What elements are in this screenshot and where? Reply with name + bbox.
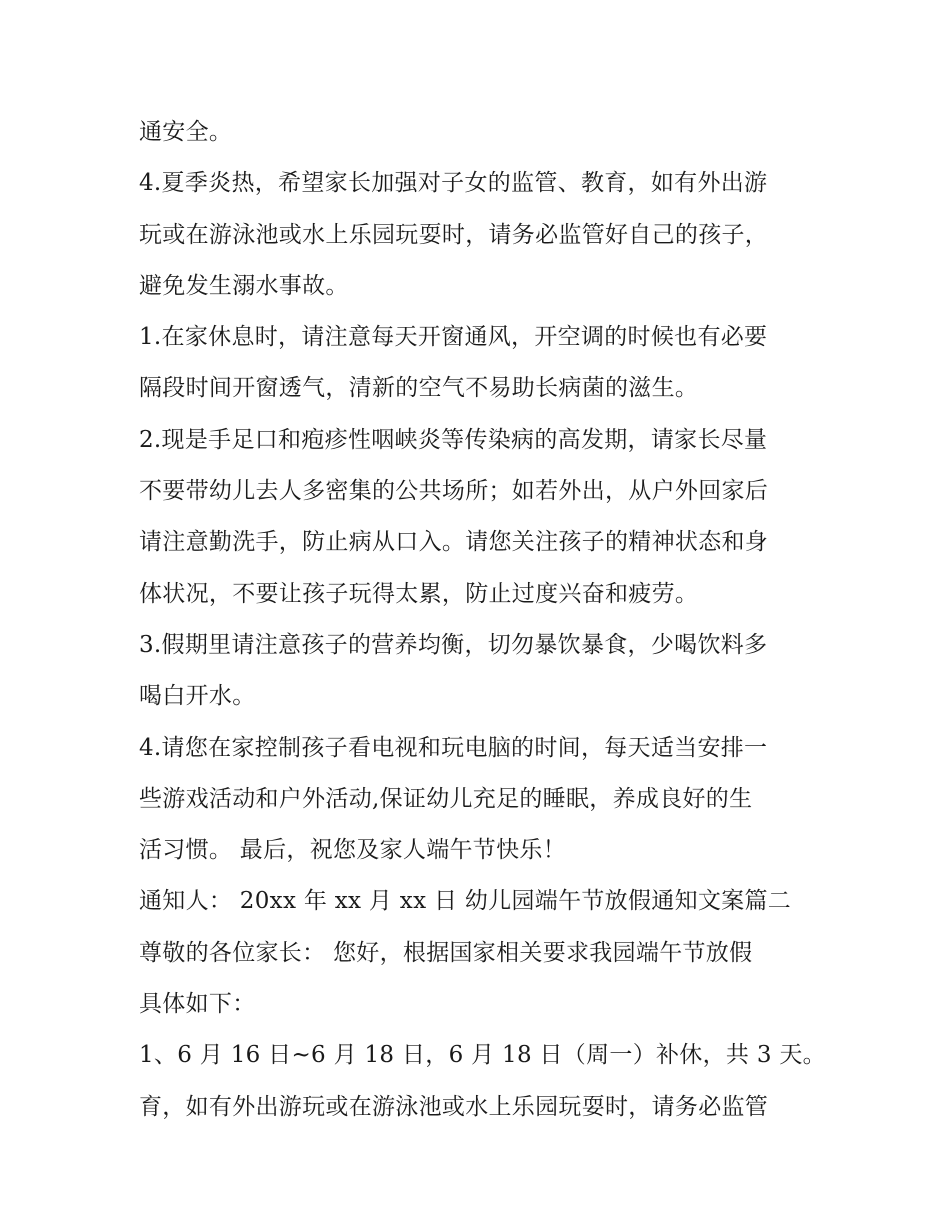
text-line: 不要带幼儿去人多密集的公共场所；如若外出，从户外回家后 [139, 478, 769, 505]
text-line: 玩或在游泳池或水上乐园玩耍时，请务必监管好自己的孩子， [139, 221, 769, 248]
text-line: 尊敬的各位家长： 您好，根据国家相关要求我园端午节放假 [139, 939, 753, 966]
text-line: 3.假期里请注意孩子的营养均衡，切勿暴饮暴食，少喝饮料多 [139, 631, 768, 658]
text-line: 避免发生溺水事故。 [139, 272, 349, 299]
text-line: 具体如下： [139, 991, 256, 1018]
text-line: 体状况，不要让孩子玩得太累，防止过度兴奋和疲劳。 [139, 580, 699, 607]
text-line: 1、6 月 16 日~6 月 18 日，6 月 18 日（周一）补休，共 3 天。 [139, 1042, 826, 1069]
text-line: 隔段时间开窗透气，清新的空气不易助长病菌的滋生。 [139, 375, 699, 402]
text-line: 通安全。 [139, 119, 233, 145]
text-line: 请注意勤洗手，防止病从口入。请您关注孩子的精神状态和身 [139, 529, 769, 556]
text-line: 喝白开水。 [139, 683, 256, 710]
text-line: 2.现是手足口和疱疹性咽峡炎等传染病的高发期，请家长尽量 [139, 426, 768, 453]
text-line: 4.请您在家控制孩子看电视和玩电脑的时间，每天适当安排一 [139, 734, 768, 761]
text-line: 1.在家休息时，请注意每天开窗通风，开空调的时候也有必要 [139, 324, 768, 351]
text-line: 4.夏季炎热，希望家长加强对子女的监管、教育，如有外出游 [139, 170, 768, 197]
text-line: 活习惯。 最后，祝您及家人端午节快乐！ [139, 837, 567, 864]
text-line: 些游戏活动和户外活动,保证幼儿充足的睡眠，养成良好的生 [139, 785, 753, 812]
document-body [139, 107, 829, 1133]
text-line: 通知人： 20xx 年 xx 月 xx 日 幼儿园端午节放假通知文案篇二 [139, 888, 792, 915]
text-line: 育，如有外出游玩或在游泳池或水上乐园玩耍时，请务必监管 [139, 1093, 769, 1120]
